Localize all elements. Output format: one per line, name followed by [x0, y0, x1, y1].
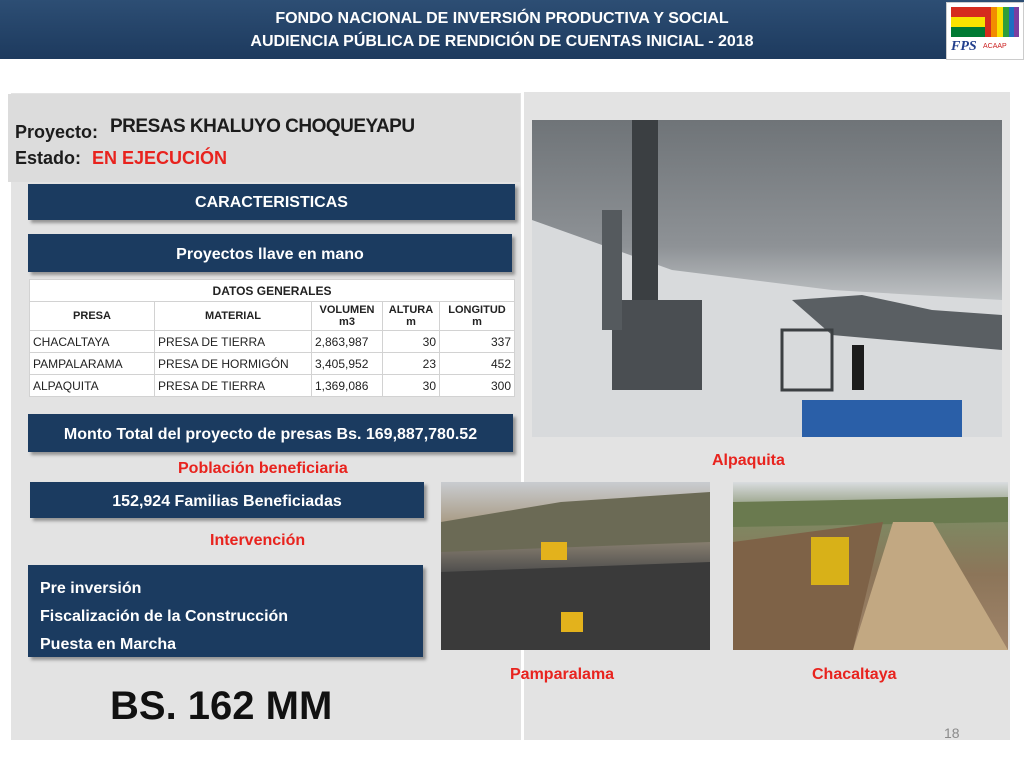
header-title-line2: AUDIENCIA PÚBLICA DE RENDICIÓN DE CUENTAS INICIAL - 2018: [250, 33, 754, 50]
intervencion-label: Intervención: [210, 532, 306, 549]
table-row: [30, 331, 515, 353]
page-number: 18: [944, 725, 960, 741]
col-header-presa: PRESA: [30, 302, 155, 331]
chacaltaya-label: Chacaltaya: [812, 666, 897, 683]
cell-presa: CHACALTAYA: [30, 331, 155, 353]
estado-label: Estado:: [15, 148, 82, 168]
cell-material: PRESA DE TIERRA: [155, 375, 312, 397]
caracteristicas-bar: CARACTERISTICAS: [28, 184, 515, 220]
cell-altura: 30: [383, 331, 440, 353]
table-row: [30, 375, 515, 397]
cell-longitud: 452: [440, 353, 515, 375]
llave-en-mano-bar: Proyectos llave en mano: [28, 234, 512, 272]
cell-presa: ALPAQUITA: [30, 375, 155, 397]
estado-value: EN EJECUCIÓN: [92, 148, 228, 168]
datos-generales-table: [29, 279, 515, 397]
proyecto-label: Proyecto:: [15, 122, 99, 142]
header-banner: [0, 0, 1024, 59]
table-row: [30, 353, 515, 375]
alpaquita-label: Alpaquita: [712, 452, 785, 469]
col-header-altura: ALTURA m: [383, 302, 440, 331]
cell-material: PRESA DE HORMIGÓN: [155, 353, 312, 375]
logo-small-text: ACAAP: [983, 43, 1007, 50]
cell-longitud: 337: [440, 331, 515, 353]
pamparalama-label: Pamparalama: [510, 666, 615, 683]
intervencion-item: Puesta en Marcha: [40, 636, 177, 653]
wiphala-icon: [985, 7, 1019, 37]
table-title: DATOS GENERALES: [30, 280, 515, 302]
monto-total-bar: Monto Total del proyecto de presas Bs. 169,887,780.52: [28, 414, 513, 452]
total-amount: BS. 162 MM: [110, 684, 333, 728]
col-header-volumen: VOLUMEN m3: [312, 302, 383, 331]
flag-stripe-red: [951, 7, 985, 17]
intervencion-item: Pre inversión: [40, 580, 142, 597]
cell-altura: 30: [383, 375, 440, 397]
cell-presa: PAMPALARAMA: [30, 353, 155, 375]
alpaquita-photo: [532, 120, 1002, 437]
excavation-image: [441, 482, 710, 650]
flag-stripe-yellow: [951, 17, 985, 27]
cell-volumen: 3,405,952: [312, 353, 383, 375]
intervencion-list: [28, 565, 423, 657]
pamparalama-photo: [441, 482, 710, 650]
drilling-rig-image: [532, 120, 1002, 437]
cell-volumen: 2,863,987: [312, 331, 383, 353]
proyecto-value: PRESAS KHALUYO CHOQUEYAPU: [110, 116, 415, 137]
project-info-box: [8, 94, 520, 182]
poblacion-label: Población beneficiaria: [178, 460, 348, 477]
flag-stripe-green: [951, 27, 985, 37]
col-header-longitud: LONGITUD m: [440, 302, 515, 331]
familias-bar: 152,924 Familias Beneficiadas: [30, 482, 424, 518]
intervencion-item: Fiscalización de la Construcción: [40, 608, 289, 625]
cell-material: PRESA DE TIERRA: [155, 331, 312, 353]
col-header-material: MATERIAL: [155, 302, 312, 331]
header-title-line1: FONDO NACIONAL DE INVERSIÓN PRODUCTIVA Y SOCIAL: [275, 10, 729, 27]
cell-volumen: 1,369,086: [312, 375, 383, 397]
earthwork-image: [733, 482, 1008, 650]
cell-longitud: 300: [440, 375, 515, 397]
chacaltaya-photo: [733, 482, 1008, 650]
fps-logo: [946, 2, 1024, 60]
logo-text: FPS: [951, 39, 977, 54]
cell-altura: 23: [383, 353, 440, 375]
